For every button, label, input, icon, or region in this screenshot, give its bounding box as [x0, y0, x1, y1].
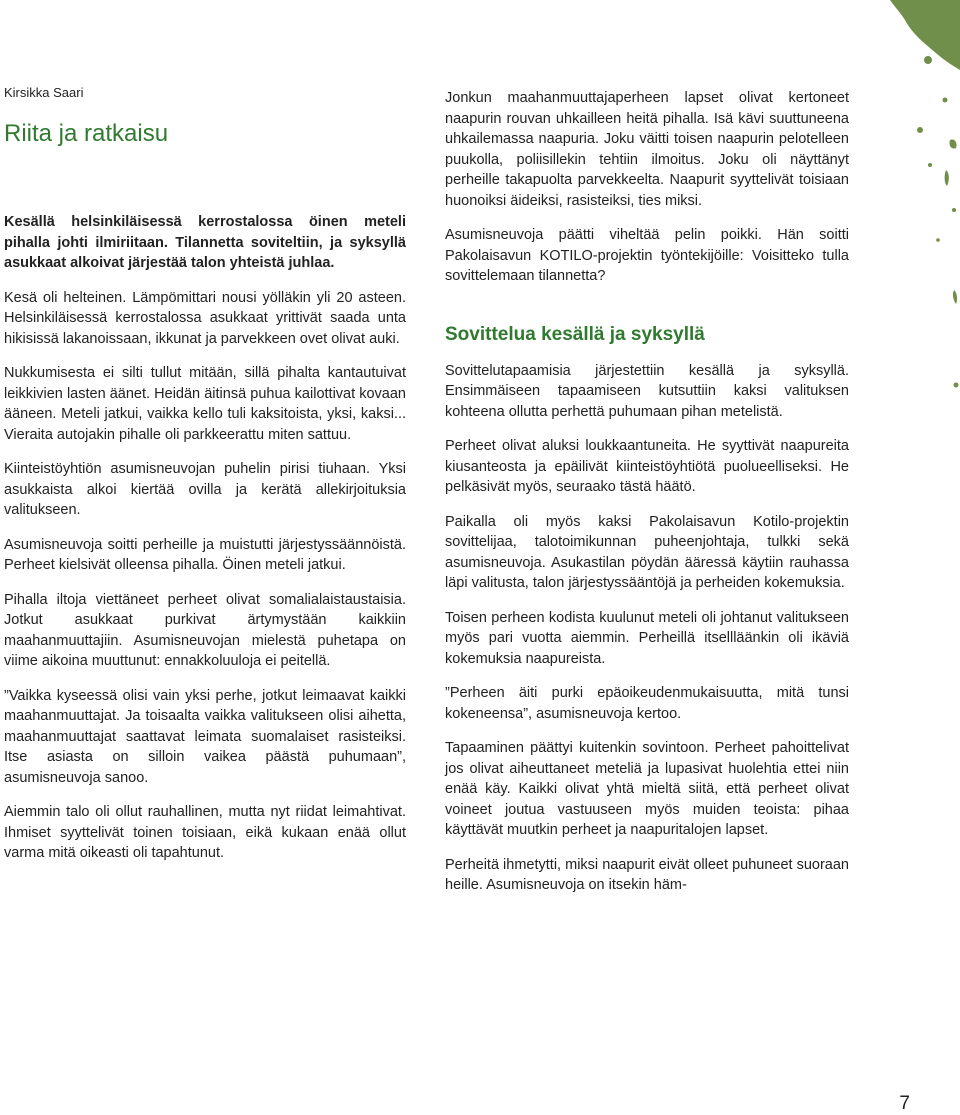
- body-paragraph: Kesä oli helteinen. Lämpömittari nousi yölläkin yli 20 asteen. Helsinkiläisessä kerrostalossa asukkaat yrittivät saada unta hikisissä lakanoissaan, ikkunat ja parvekkeen ovet olivat auki.: [4, 289, 406, 347]
- page-number: 7: [899, 1093, 910, 1114]
- section-heading: Sovittelua kesällä ja syksyllä: [445, 323, 705, 345]
- ink-splash-decoration: [850, 0, 960, 400]
- body-paragraph: Toisen perheen kodista kuulunut meteli oli johtanut valitukseen myös pari vuotta aiemmin. Perheillä itsellläänkin oli ikäviä kokemuksia naapureista.: [445, 609, 849, 667]
- body-paragraph: Tapaaminen päättyi kuitenkin sovintoon. Perheet pahoittelivat jos olivat aiheuttaneet meteliä ja lupasivat huolehtia ettei niin enää käy. Kaikki olivat yhtä mieltä siitä, että perheet olivat voineet joutua vastuuseen myös muiden teoista: pihaa käyttävät muutkin perheet ja naapuritalojen lapset.: [445, 740, 849, 838]
- article-title: Riita ja ratkaisu: [4, 120, 169, 147]
- body-paragraph: Pihalla iltoja viettäneet perheet olivat somalialaistaustaisia. Jotkut asukkaat purkivat ärtymystään kaikkiin maahanmuuttajiin. Asumisneuvojan mielestä puhetapa on viime aikoina muuttunut: ennakkoluuloja ei peitellä.: [4, 591, 406, 669]
- right-column: [445, 88, 849, 910]
- body-paragraph: Sovittelutapaamisia järjestettiin kesällä ja syksyllä. Ensimmäiseen tapaamiseen kutsuttiin kaksi valituksen kohteena ollutta perhettä puhumaan pihan metelistä.: [445, 362, 849, 420]
- body-paragraph: Paikalla oli myös kaksi Pakolaisavun Kotilo-projektin sovittelijaa, talotoimikunnan puheenjohtaja, tulkki sekä asumisneuvoja. Asukastilan pöydän ääressä käytiin rauhassa läpi valitusta, talon järjestyssääntöjä ja perheiden kokemuksia.: [445, 513, 849, 591]
- body-paragraph: ”Perheen äiti purki epäoikeudenmukaisuutta, mitä tunsi kokeneensa”, asumisneuvoja kertoo.: [445, 685, 849, 722]
- body-paragraph: Jonkun maahanmuuttajaperheen lapset olivat kertoneet naapurin rouvan uhkailleen heitä pihalla. Isä kävi suuttuneena uhkailemassa naapuria. Joku väitti toisen naapurin pelotelleen puukolla, poliisillekin tehtiin ilmoitus. Joku oli näyttänyt perheille takapuolta parvekkeelta. Naapurit syyttelivät toisiaan huonoiksi äideiksi, rasisteiksi, ties miksi.: [445, 90, 849, 209]
- lead-paragraph: Kesällä helsinkiläisessä kerrostalossa öinen meteli pihalla johti ilmiriitaan. Tilannetta soviteltiin, ja syksyllä asukkaat alkoivat järjestää talon yhteistä juhlaa.: [4, 214, 406, 271]
- body-paragraph: ”Vaikka kyseessä olisi vain yksi perhe, jotkut leimaavat kaikki maahanmuuttajat. Ja toisaalta vaikka valitukseen olisi aihetta, maahanmuuttajat saattavat leimata suomalaiset rasisteiksi. Itse asiasta on silloin vaikea päästä puhumaan”, asumisneuvoja sanoo.: [4, 687, 406, 786]
- body-paragraph: Asumisneuvoja päätti viheltää pelin poikki. Hän soitti Pakolaisavun KOTILO-projektin työntekijöille: Voisitteko tulla sovittelemaan tilannetta?: [445, 227, 849, 284]
- body-paragraph: Nukkumisesta ei silti tullut mitään, sillä pihalta kantautuivat leikkivien lasten äänet. Heidän äitinsä puhua kailottivat kovaan ääneen. Meteli jatkui, vaikka kello tuli kaksitoista, yksi, kaksi... Vieraita autojakin pihalle oli parkkeerattu miten sattuu.: [4, 365, 406, 443]
- body-paragraph: Perheet olivat aluksi loukkaantuneita. He syyttivät naapureita kiusanteosta ja epäilivät kiinteistöyhtiötä puolueelliseksi. He pelkäsivät myös, seuraako tästä häätö.: [445, 438, 849, 495]
- left-column: [4, 212, 406, 878]
- body-paragraph: Perheitä ihmetytti, miksi naapurit eivät olleet puhuneet suoraan heille. Asumisneuvoja on itsekin häm-: [445, 856, 849, 893]
- body-paragraph: Kiinteistöyhtiön asumisneuvojan puhelin pirisi tiuhaan. Yksi asukkaista alkoi kiertää ovilla ja kerätä allekirjoituksia valitukseen.: [4, 461, 406, 518]
- body-paragraph: Asumisneuvoja soitti perheille ja muistutti järjestyssäännöistä. Perheet kielsivät olleensa pihalla. Öinen meteli jatkui.: [4, 536, 406, 573]
- body-paragraph: Aiemmin talo oli ollut rauhallinen, mutta nyt riidat leimahtivat. Ihmiset syyttelivät toinen toisiaan, eikä kukaan enää ollut varma mitä oikeasti oli tapahtunut.: [4, 804, 406, 861]
- author-name: Kirsikka Saari: [4, 85, 84, 100]
